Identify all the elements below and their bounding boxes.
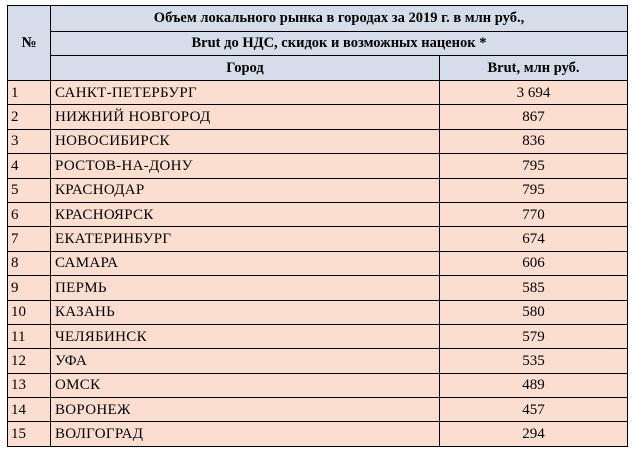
row-number: 5 — [8, 178, 51, 202]
city-name: ПЕРМЬ — [51, 276, 440, 300]
city-name: ОМСК — [51, 373, 440, 397]
city-name: САМАРА — [51, 251, 440, 275]
market-value: 770 — [440, 202, 628, 226]
table-row — [8, 349, 628, 373]
table-row — [8, 373, 628, 397]
market-value: 606 — [440, 251, 628, 275]
table-row — [8, 105, 628, 129]
table-row — [8, 154, 628, 178]
market-value: 489 — [440, 373, 628, 397]
row-number: 15 — [8, 422, 51, 446]
row-number: 6 — [8, 202, 51, 226]
table-row — [8, 178, 628, 202]
city-name: КРАСНОЯРСК — [51, 202, 440, 226]
city-name: УФА — [51, 349, 440, 373]
city-column-header: Город — [51, 56, 440, 81]
table-title-line-2: Brut до НДС, скидок и возможных наценок * — [51, 32, 628, 56]
table-row — [8, 300, 628, 324]
market-table-container — [7, 5, 627, 447]
market-value: 836 — [440, 129, 628, 153]
market-value: 294 — [440, 422, 628, 446]
city-name: КАЗАНЬ — [51, 300, 440, 324]
row-number: 10 — [8, 300, 51, 324]
market-volume-table — [7, 5, 628, 447]
row-number: 12 — [8, 349, 51, 373]
market-value: 457 — [440, 398, 628, 422]
row-number: 11 — [8, 324, 51, 348]
table-row — [8, 422, 628, 446]
city-name: ВОРОНЕЖ — [51, 398, 440, 422]
row-number: 3 — [8, 129, 51, 153]
market-value: 580 — [440, 300, 628, 324]
city-name: ЕКАТЕРИНБУРГ — [51, 227, 440, 251]
table-row — [8, 202, 628, 226]
market-value: 674 — [440, 227, 628, 251]
market-value: 3 694 — [440, 81, 628, 105]
market-value: 867 — [440, 105, 628, 129]
market-value: 535 — [440, 349, 628, 373]
table-row — [8, 81, 628, 105]
table-row — [8, 398, 628, 422]
city-name: НОВОСИБИРСК — [51, 129, 440, 153]
row-number: 14 — [8, 398, 51, 422]
city-name: ЧЕЛЯБИНСК — [51, 324, 440, 348]
table-body — [8, 81, 628, 447]
city-name: НИЖНИЙ НОВГОРОД — [51, 105, 440, 129]
table-row — [8, 251, 628, 275]
row-number: 8 — [8, 251, 51, 275]
row-number: 13 — [8, 373, 51, 397]
table-row — [8, 324, 628, 348]
market-value: 795 — [440, 154, 628, 178]
number-column-header: № — [8, 6, 51, 81]
row-number: 4 — [8, 154, 51, 178]
market-value: 795 — [440, 178, 628, 202]
market-value: 585 — [440, 276, 628, 300]
city-name: КРАСНОДАР — [51, 178, 440, 202]
row-number: 7 — [8, 227, 51, 251]
city-name: САНКТ-ПЕТЕРБУРГ — [51, 81, 440, 105]
table-row — [8, 129, 628, 153]
value-column-header: Brut, млн руб. — [440, 56, 628, 81]
table-title-line-1: Объем локального рынка в городах за 2019 г. в млн руб., — [51, 6, 628, 32]
city-name: РОСТОВ-НА-ДОНУ — [51, 154, 440, 178]
table-row — [8, 276, 628, 300]
row-number: 9 — [8, 276, 51, 300]
table-row — [8, 227, 628, 251]
city-name: ВОЛГОГРАД — [51, 422, 440, 446]
market-value: 579 — [440, 324, 628, 348]
row-number: 2 — [8, 105, 51, 129]
row-number: 1 — [8, 81, 51, 105]
